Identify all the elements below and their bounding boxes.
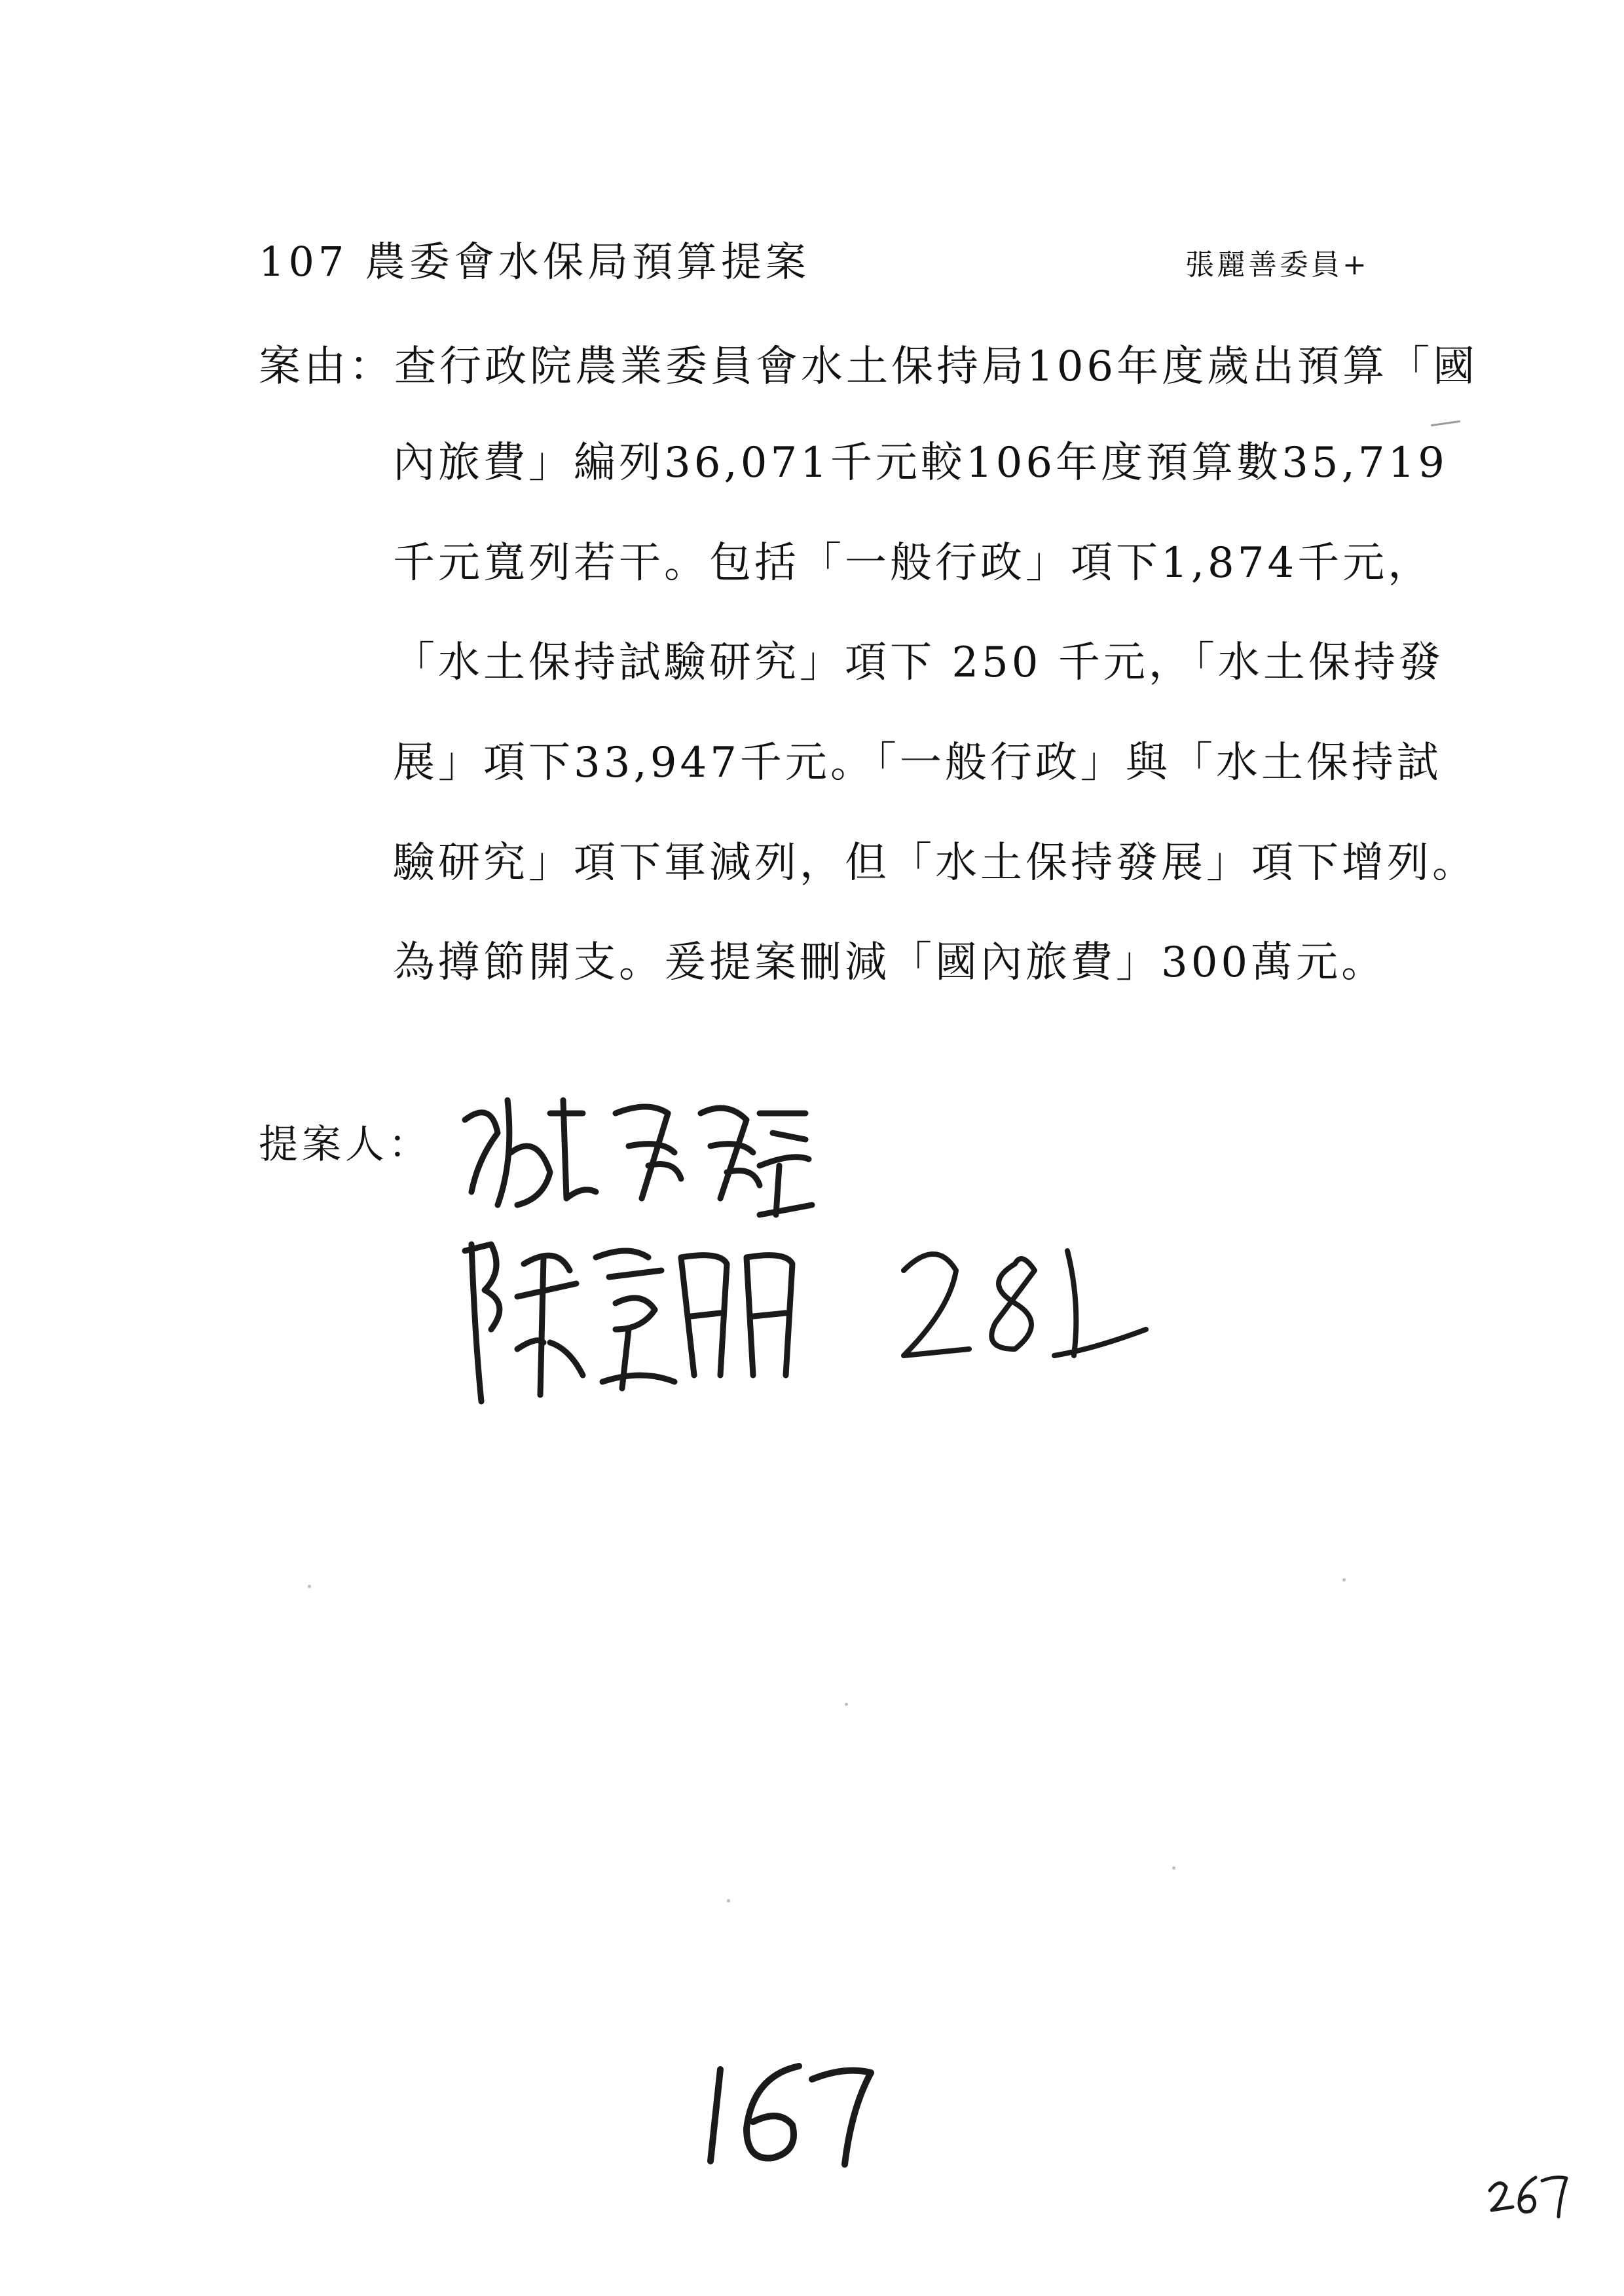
signature-1 xyxy=(452,1074,819,1225)
body-line-6: 驗研究」項下軍減列，但「水土保持發展」項下增列。 xyxy=(393,839,1477,887)
body-line-5: 展」項下33,947千元。「一般行政」與「水土保持試 xyxy=(393,739,1442,787)
handwritten-corner-number xyxy=(1486,2168,1572,2227)
body-line-1: 案由：查行政院農業委員會水土保持局106年度歲出預算「國 xyxy=(259,343,1479,391)
scan-speck xyxy=(308,1585,311,1588)
body-line-3: 千元寬列若干。包括「一般行政」項下1,874千元， xyxy=(393,539,1433,587)
scan-speck xyxy=(727,1899,730,1902)
signature-3 xyxy=(884,1225,1159,1375)
proposer-label: 提案人： xyxy=(259,1122,432,1168)
signature-2 xyxy=(445,1218,812,1415)
committee-member-label: 張麗善委員+ xyxy=(1185,248,1369,282)
body-line-7: 為撙節開支。爰提案刪減「國內旅費」300萬元。 xyxy=(393,938,1387,987)
document-title: 107 農委會水保局預算提案 xyxy=(259,238,811,286)
scan-speck xyxy=(1172,1866,1175,1870)
scan-mark xyxy=(1431,420,1460,426)
body-line-2: 內旅費」編列36,071千元較106年度預算數35,719 xyxy=(393,439,1449,487)
scan-speck xyxy=(1342,1578,1346,1582)
handwritten-page-number xyxy=(694,2050,884,2181)
scan-speck xyxy=(845,1703,848,1706)
body-line-4: 「水土保持試驗研究」項下 250 千元，「水土保持發 xyxy=(393,639,1444,687)
